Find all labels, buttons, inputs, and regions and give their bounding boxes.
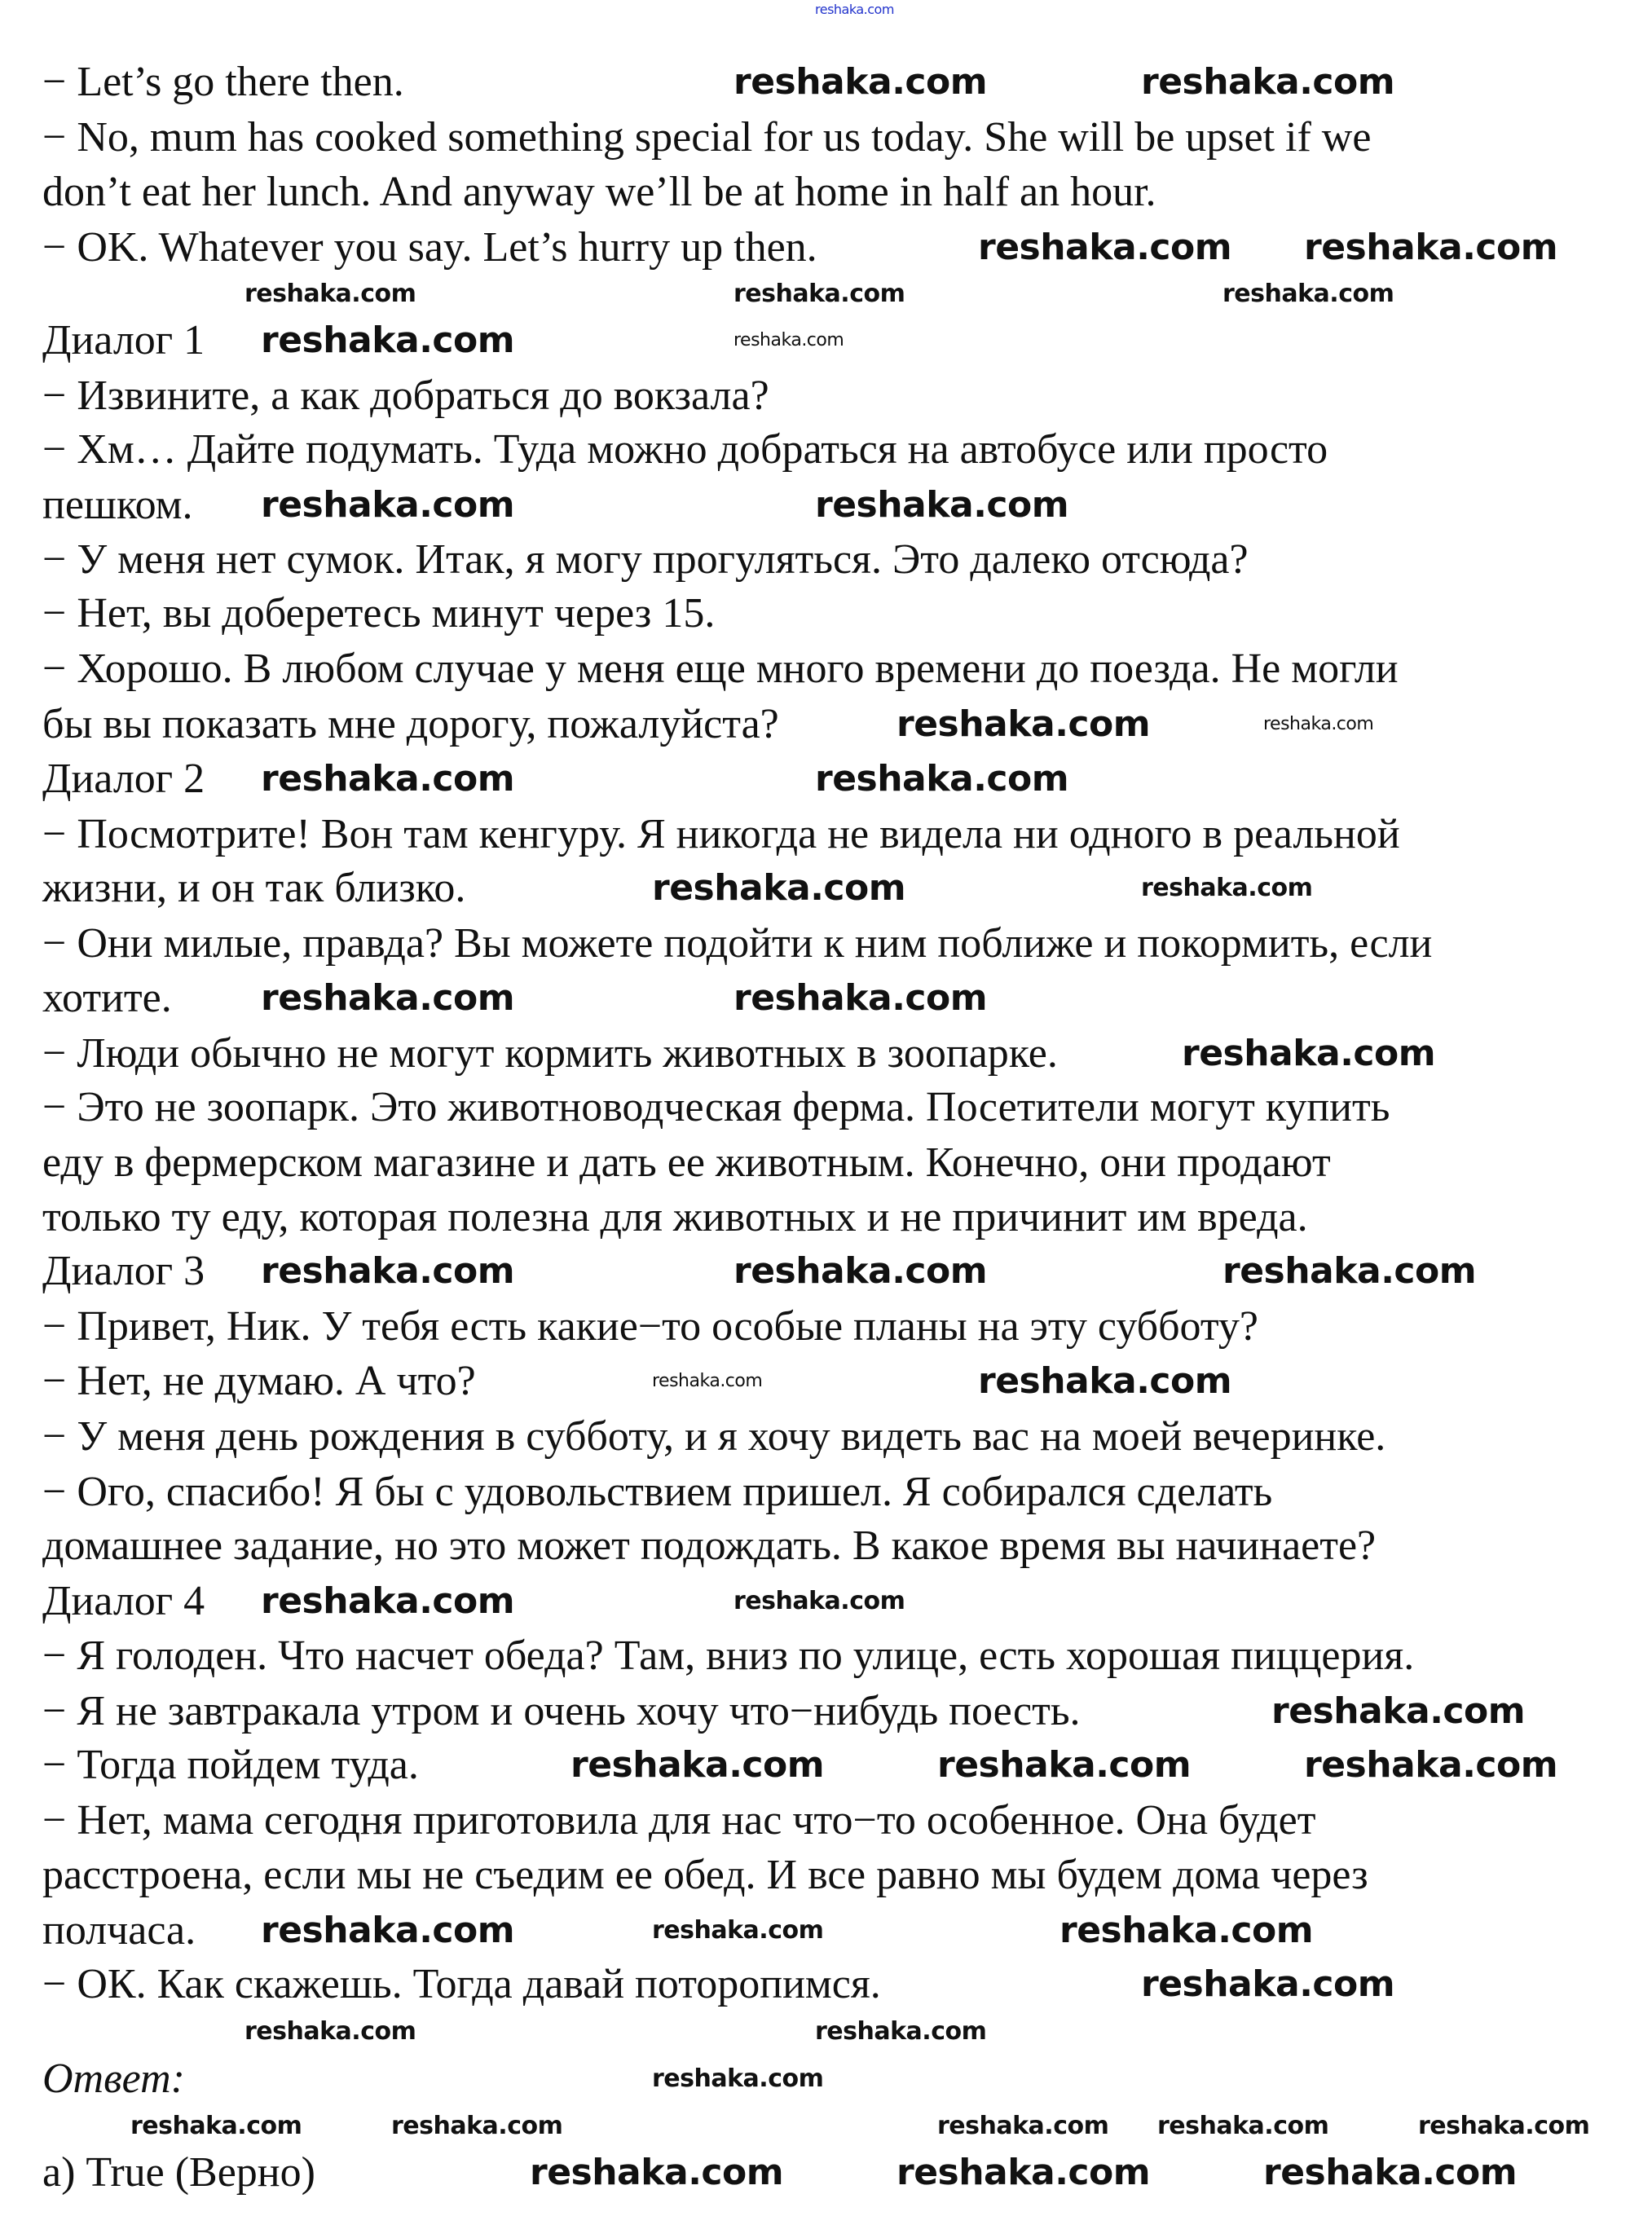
text-line: − Они милые, правда? Вы можете подойти к ним поближе и покормить, если bbox=[42, 920, 1433, 967]
text-line: бы вы показать мне дорогу, пожалуйста? bbox=[42, 701, 779, 747]
text-line: − Нет, мама сегодня приготовила для нас что−то особенное. Она будет bbox=[42, 1797, 1316, 1844]
text-line: − Извините, а как добраться до вокзала? bbox=[42, 372, 769, 419]
text-line: − Let’s go there then. bbox=[42, 59, 404, 105]
watermark: reshaka.com bbox=[733, 61, 988, 103]
watermark: reshaka.com bbox=[1304, 227, 1558, 268]
text-line: пешком. bbox=[42, 482, 193, 528]
watermark: reshaka.com bbox=[1222, 1250, 1477, 1292]
text-line: − Привет, Ник. У тебя есть какие−то особые планы на эту субботу? bbox=[42, 1303, 1258, 1350]
dialog-heading: Диалог 2 bbox=[42, 756, 205, 802]
watermark: reshaka.com bbox=[261, 977, 515, 1019]
header-watermark: reshaka.com bbox=[815, 2, 894, 17]
text-line: − У меня нет сумок. Итак, я могу прогуляться. Это далеко отсюда? bbox=[42, 536, 1249, 583]
text-line: расстроена, если мы не съедим ее обед. И все равно мы будем дома через bbox=[42, 1852, 1368, 1898]
watermark: reshaka.com bbox=[733, 280, 905, 308]
text-line: домашнее задание, но это может подождать. В какое время вы начинаете? bbox=[42, 1522, 1377, 1569]
watermark: reshaka.com bbox=[261, 484, 515, 526]
text-line: − Я не завтракала утром и очень хочу что−нибудь поесть. bbox=[42, 1688, 1081, 1734]
dialog-heading: Диалог 3 bbox=[42, 1248, 205, 1294]
text-line: − Люди обычно не могут кормить животных в зоопарке. bbox=[42, 1030, 1058, 1077]
text-line: − Тогда пойдем туда. bbox=[42, 1742, 419, 1788]
watermark: reshaka.com bbox=[130, 2112, 302, 2140]
watermark: reshaka.com bbox=[652, 1371, 763, 1391]
watermark: reshaka.com bbox=[1418, 2112, 1590, 2140]
watermark: reshaka.com bbox=[261, 758, 515, 800]
watermark: reshaka.com bbox=[1263, 2152, 1518, 2193]
watermark: reshaka.com bbox=[244, 280, 416, 308]
watermark: reshaka.com bbox=[733, 977, 988, 1019]
text-line: жизни, и он так близко. bbox=[42, 865, 466, 911]
text-line: − Нет, вы доберетесь минут через 15. bbox=[42, 590, 716, 637]
text-line: − У меня день рождения в субботу, и я хочу видеть вас на моей вечеринке. bbox=[42, 1413, 1386, 1460]
watermark: reshaka.com bbox=[896, 703, 1151, 745]
watermark: reshaka.com bbox=[1141, 1963, 1395, 2005]
text-line: − Нет, не думаю. А что? bbox=[42, 1358, 476, 1404]
watermark: reshaka.com bbox=[244, 2017, 416, 2046]
text-line: только ту еду, которая полезна для животных и не причинит им вреда. bbox=[42, 1194, 1308, 1240]
watermark: reshaka.com bbox=[937, 1744, 1192, 1786]
text-line: хотите. bbox=[42, 975, 172, 1021]
answer-value: а) True (Верно) bbox=[42, 2149, 315, 2196]
watermark: reshaka.com bbox=[570, 1744, 825, 1786]
watermark: reshaka.com bbox=[530, 2152, 784, 2193]
text-line: − Это не зоопарк. Это животноводческая ферма. Посетители могут купить bbox=[42, 1084, 1390, 1130]
watermark: reshaka.com bbox=[1271, 1690, 1526, 1732]
text-line: don’t eat her lunch. And anyway we’ll be at home in half an hour. bbox=[42, 169, 1156, 215]
watermark: reshaka.com bbox=[391, 2112, 563, 2140]
text-line: − Хм… Дайте подумать. Туда можно добраться на автобусе или просто bbox=[42, 426, 1328, 473]
text-line: − Хорошо. В любом случае у меня еще много времени до поезда. Не могли bbox=[42, 645, 1399, 692]
text-line: − Я голоден. Что насчет обеда? Там, вниз по улице, есть хорошая пиццерия. bbox=[42, 1632, 1415, 1679]
text-line: − Ого, спасибо! Я бы с удовольствием пришел. Я собирался сделать bbox=[42, 1469, 1273, 1515]
text-line: − OK. Whatever you say. Let’s hurry up then. bbox=[42, 224, 817, 271]
watermark: reshaka.com bbox=[652, 1916, 824, 1945]
text-line: − ОК. Как скажешь. Тогда давай поторопимся. bbox=[42, 1961, 881, 2007]
watermark: reshaka.com bbox=[1263, 714, 1374, 734]
dialog-heading: Диалог 4 bbox=[42, 1578, 205, 1624]
watermark: reshaka.com bbox=[937, 2112, 1109, 2140]
watermark: reshaka.com bbox=[815, 484, 1069, 526]
watermark: reshaka.com bbox=[896, 2152, 1151, 2193]
watermark: reshaka.com bbox=[1157, 2112, 1329, 2140]
watermark: reshaka.com bbox=[652, 2064, 824, 2093]
watermark: reshaka.com bbox=[1182, 1033, 1436, 1074]
text-line: еду в фермерском магазине и дать ее животным. Конечно, они продают bbox=[42, 1139, 1331, 1186]
watermark: reshaka.com bbox=[733, 1250, 988, 1292]
watermark: reshaka.com bbox=[978, 1360, 1232, 1402]
watermark: reshaka.com bbox=[1141, 874, 1313, 902]
watermark: reshaka.com bbox=[261, 1910, 515, 1951]
text-line: полчаса. bbox=[42, 1907, 196, 1954]
watermark: reshaka.com bbox=[733, 1587, 905, 1615]
watermark: reshaka.com bbox=[261, 1580, 515, 1622]
watermark: reshaka.com bbox=[261, 319, 515, 361]
watermark: reshaka.com bbox=[1059, 1910, 1314, 1951]
answer-label: Ответ: bbox=[42, 2055, 185, 2102]
watermark: reshaka.com bbox=[1304, 1744, 1558, 1786]
watermark: reshaka.com bbox=[1222, 280, 1394, 308]
watermark: reshaka.com bbox=[1141, 61, 1395, 103]
watermark: reshaka.com bbox=[978, 227, 1232, 268]
watermark: reshaka.com bbox=[652, 867, 906, 909]
dialog-heading: Диалог 1 bbox=[42, 317, 205, 363]
watermark: reshaka.com bbox=[733, 330, 844, 350]
text-line: − No, mum has cooked something special for us today. She will be upset if we bbox=[42, 114, 1372, 161]
text-line: − Посмотрите! Вон там кенгуру. Я никогда не видела ни одного в реальной bbox=[42, 811, 1400, 857]
watermark: reshaka.com bbox=[815, 2017, 987, 2046]
watermark: reshaka.com bbox=[261, 1250, 515, 1292]
watermark: reshaka.com bbox=[815, 758, 1069, 800]
